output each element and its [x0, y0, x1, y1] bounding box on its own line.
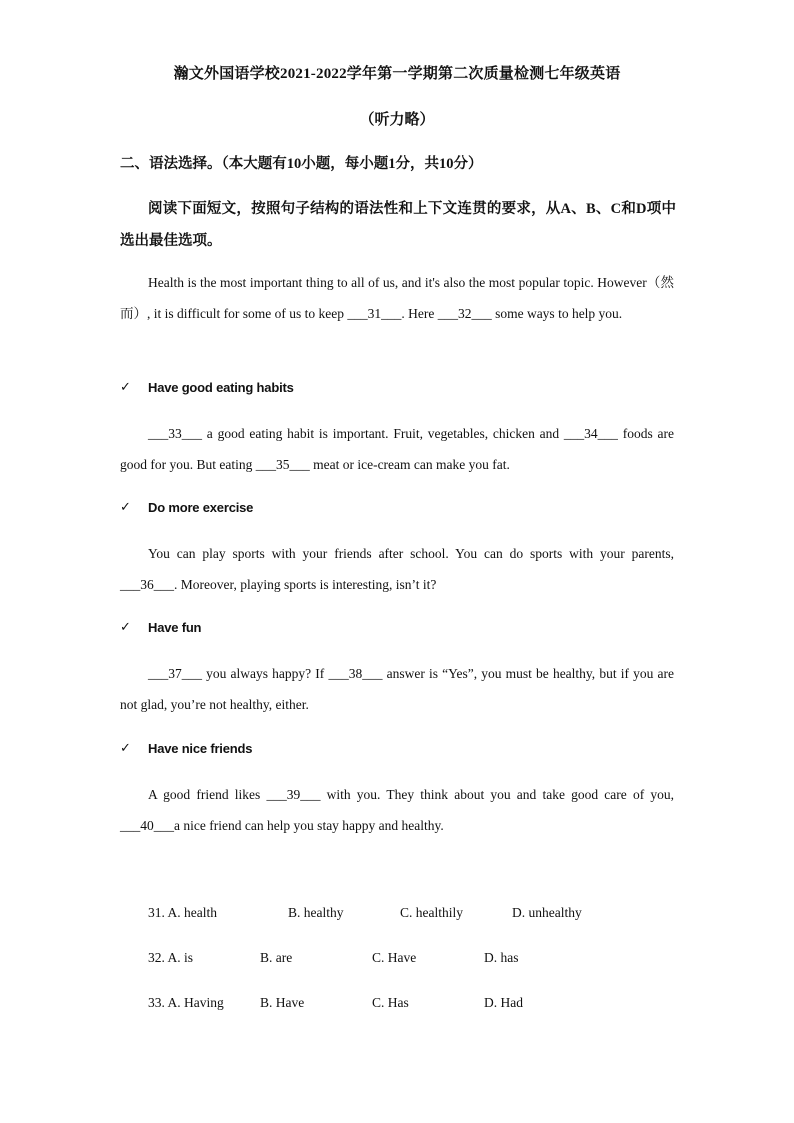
passage-paragraph: You can play sports with your friends after school. You can do sports with your parents, ___36___. Moreover, playing sports is interesting, isn’t it? [120, 546, 674, 592]
section-instruction: 阅读下面短文，按照句子结构的语法性和上下文连贯的要求，从A、B、C和D项中选出最佳选项。 [120, 201, 676, 249]
option-c: C. Have [372, 950, 417, 965]
subheading-nice-friends [120, 741, 252, 756]
option-b: B. are [260, 950, 293, 965]
option-d: D. Had [484, 995, 523, 1010]
passage-paragraph: Health is the most important thing to all of us, and it's also the most popular topic. However（然而）, it is difficult for some of us to keep ___31___. Here ___32___ some ways to help you. [120, 275, 674, 321]
subheading-eating-habits [120, 380, 294, 395]
section-heading: 二、语法选择。（本大题有10小题，每小题1分，共10分） [120, 156, 483, 172]
option-c: C. Has [372, 995, 409, 1010]
listening-omitted-note: （听力略） [359, 112, 435, 128]
question-32 [148, 950, 708, 970]
option-a: 31. A. health [148, 905, 217, 920]
document-title: 瀚文外国语学校2021-2022学年第一学期第二次质量检测七年级英语 [173, 66, 621, 82]
subheading-text: Have good eating habits [148, 380, 294, 395]
passage-paragraph: ___37___ you always happy? If ___38___ answer is “Yes”, you must be healthy, but if you are not glad, you’re not healthy, either. [120, 666, 674, 712]
question-31 [148, 905, 708, 925]
option-d: D. unhealthy [512, 905, 582, 920]
question-33 [148, 995, 708, 1015]
passage-paragraph: A good friend likes ___39___ with you. They think about you and take good care of you, ___40___a nice friend can help you stay happy and healthy. [120, 787, 674, 833]
option-b: B. Have [260, 995, 305, 1010]
option-a: 33. A. Having [148, 995, 224, 1010]
passage-paragraph: ___33___ a good eating habit is important. Fruit, vegetables, chicken and ___34___ foods are good for you. But eating ___35___ meat or ice-cream can make you fat. [120, 426, 674, 472]
subheading-exercise [120, 500, 253, 515]
subheading-have-fun [120, 620, 201, 635]
check-icon: ✓ [120, 500, 131, 515]
check-icon: ✓ [120, 380, 131, 395]
option-a: 32. A. is [148, 950, 194, 965]
subheading-text: Have fun [148, 620, 202, 635]
subheading-text: Do more exercise [148, 500, 254, 515]
subheading-text: Have nice friends [148, 741, 253, 756]
option-c: C. healthily [400, 905, 463, 920]
option-d: D. has [484, 950, 519, 965]
option-b: B. healthy [288, 905, 344, 920]
check-icon: ✓ [120, 620, 131, 635]
check-icon: ✓ [120, 741, 131, 756]
